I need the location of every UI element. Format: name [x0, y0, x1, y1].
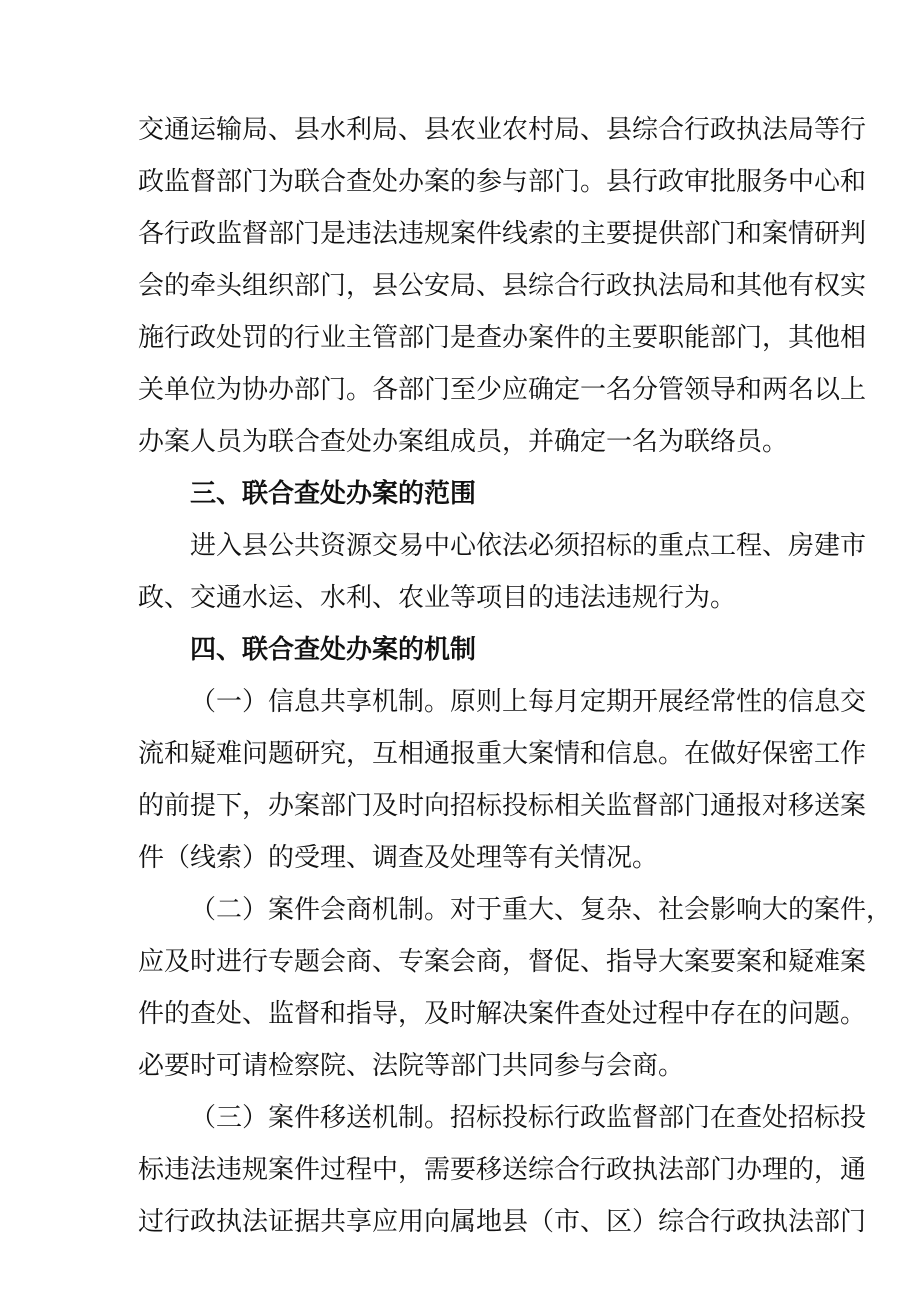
body-text-line: （三）案件移送机制。招标投标行政监督部门在查处招标投 [190, 1103, 867, 1133]
body-text-line: 必要时可请检察院、法院等部门共同参与会商。 [138, 1051, 685, 1081]
body-text-line: 交通运输局、县水利局、县农业农村局、县综合行政执法局等行 [138, 115, 867, 145]
body-text-line: 会的牵头组织部门，县公安局、县综合行政执法局和其他有权实 [138, 271, 867, 301]
section-heading-4: 四、联合查处办案的机制 [190, 635, 477, 665]
body-text-line: 施行政处罚的行业主管部门是查办案件的主要职能部门，其他相 [138, 323, 867, 353]
body-text-line: 政监督部门为联合查处办案的参与部门。县行政审批服务中心和 [138, 167, 867, 197]
body-text-line: 标违法违规案件过程中，需要移送综合行政执法部门办理的，通 [138, 1155, 867, 1185]
body-text-line: 件（线索）的受理、调查及处理等有关情况。 [138, 843, 659, 873]
body-text-line: （二）案件会商机制。对于重大、复杂、社会影响大的案件， [190, 895, 893, 925]
body-text-line: 流和疑难问题研究，互相通报重大案情和信息。在做好保密工作 [138, 739, 867, 769]
body-text-line: 进入县公共资源交易中心依法必须招标的重点工程、房建市 [190, 531, 867, 561]
body-text-line: 过行政执法证据共享应用向属地县（市、区）综合行政执法部门 [138, 1207, 867, 1237]
body-text-line: 的前提下，办案部门及时向招标投标相关监督部门通报对移送案 [138, 791, 867, 821]
body-text-line: 应及时进行专题会商、专案会商，督促、指导大案要案和疑难案 [138, 947, 867, 977]
body-text-line: （一）信息共享机制。原则上每月定期开展经常性的信息交 [190, 687, 867, 717]
body-text-line: 各行政监督部门是违法违规案件线索的主要提供部门和案情研判 [138, 219, 867, 249]
body-text-line: 件的查处、监督和指导，及时解决案件查处过程中存在的问题。 [138, 999, 867, 1029]
body-text-line: 政、交通水运、水利、农业等项目的违法违规行为。 [138, 583, 737, 613]
body-text-line: 办案人员为联合查处办案组成员，并确定一名为联络员。 [138, 427, 789, 457]
body-text-line: 关单位为协办部门。各部门至少应确定一名分管领导和两名以上 [138, 375, 867, 405]
section-heading-3: 三、联合查处办案的范围 [190, 479, 477, 509]
